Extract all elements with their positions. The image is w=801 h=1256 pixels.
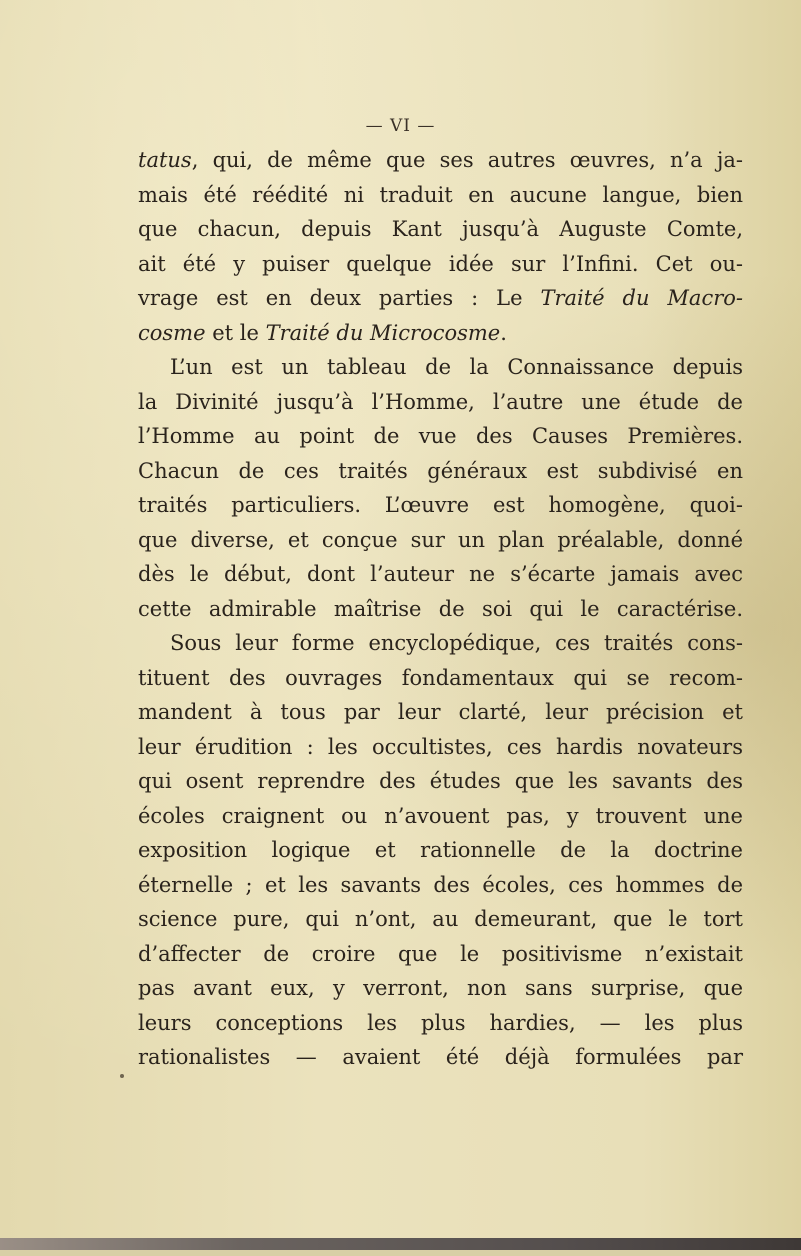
text-line: mandent à tous par leur clarté, leur précision et [138, 700, 743, 724]
text-line: tituent des ouvrages fondamentaux qui se recom- [138, 665, 743, 690]
text-line: leur érudition : les occultistes, ces hardis novateurs [138, 734, 743, 759]
text-line: cosme et le Traité du Microcosme. [138, 320, 507, 345]
text-line: la Divinité jusqu’à l’Homme, l’autre une étude de [138, 389, 743, 414]
body-text [138, 143, 743, 1075]
text-line: éternelle ; et les savants des écoles, ces hommes de [138, 872, 743, 897]
text-line: d’affecter de croire que le positivisme n’existait [138, 941, 743, 966]
text-line: tatus, qui, de même que ses autres œuvres, n’a ja- [138, 148, 743, 172]
page-bottom-margin [0, 1250, 801, 1256]
italic-word: tatus [138, 148, 192, 172]
text-line: science pure, qui n’ont, au demeurant, que le tort [138, 907, 743, 931]
text-line: qui osent reprendre des études que les savants des [138, 769, 743, 793]
text-line: pas avant eux, y verront, non sans surprise, que [138, 976, 743, 1000]
text-line: leurs conceptions les plus hardies, — les plus [138, 1010, 743, 1035]
page-bottom-edge [0, 1238, 801, 1250]
text-line: que chacun, depuis Kant jusqu’à Auguste Comte, [138, 217, 743, 241]
text-line: traités particuliers. L’œuvre est homogène, quoi- [138, 493, 743, 517]
text-line: vrage est en deux parties : Le Traité du Macro- [138, 286, 743, 310]
text-line: Chacun de ces traités généraux est subdivisé en [138, 458, 743, 483]
italic-title: Traité du Microcosme [265, 320, 501, 345]
page-number: — VI — [365, 116, 436, 136]
text-line: ait été y puiser quelque idée sur l’Infini. Cet ou- [138, 251, 743, 276]
text-line: écoles craignent ou n’avouent pas, y trouvent une [138, 803, 743, 828]
italic-title: cosme [138, 320, 206, 345]
text-line: rationalistes — avaient été déjà formulées par [138, 1045, 743, 1069]
text-line: exposition logique et rationnelle de la doctrine [138, 838, 743, 862]
text-line: l’Homme au point de vue des Causes Premières. [138, 424, 743, 448]
text-line: mais été réédité ni traduit en aucune langue, bien [138, 182, 743, 207]
italic-title: Traité du Macro- [540, 286, 743, 310]
ink-speck [120, 1074, 124, 1078]
text-line: cette admirable maîtrise de soi qui le caractérise. [138, 596, 743, 621]
text-line: dès le début, dont l’auteur ne s’écarte jamais avec [138, 562, 743, 586]
text-line: que diverse, et conçue sur un plan préalable, donné [138, 527, 743, 552]
text-line: Sous leur forme encyclopédique, ces traités cons- [170, 631, 743, 655]
text-line: L’un est un tableau de la Connaissance depuis [170, 355, 743, 379]
